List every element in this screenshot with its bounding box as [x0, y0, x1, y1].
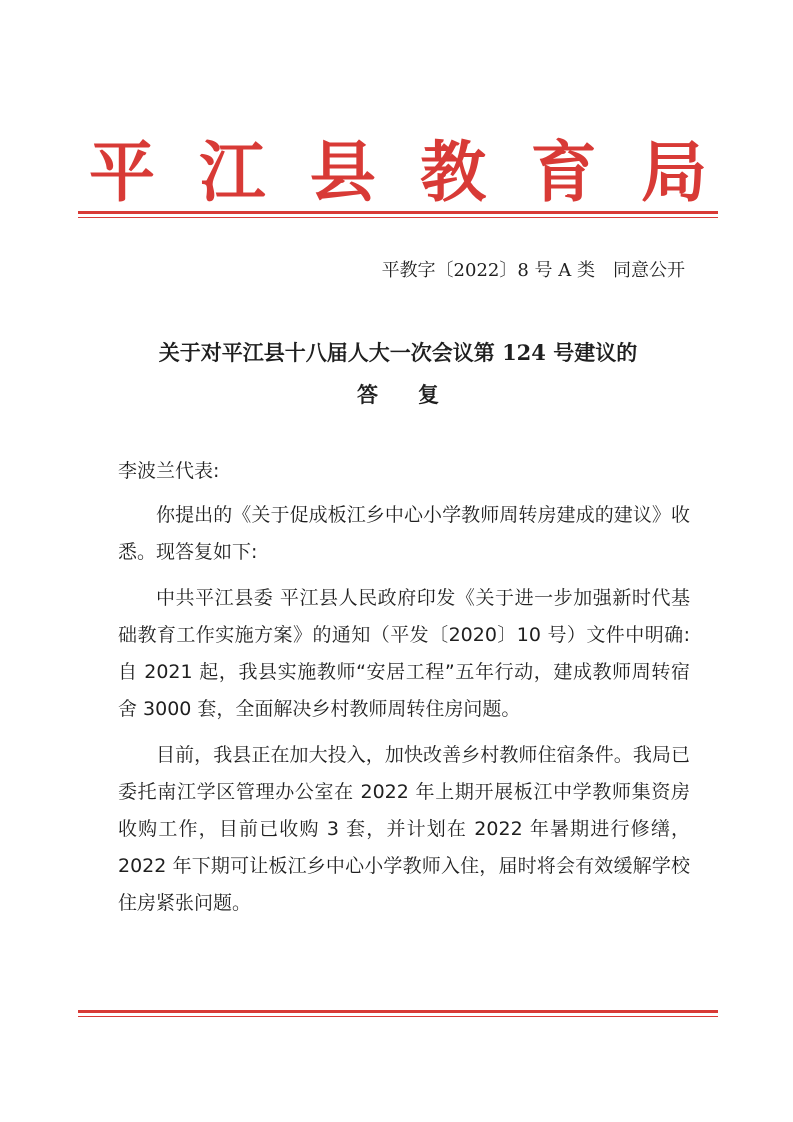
org-title-char: 育: [530, 133, 597, 211]
footer-red-rule-thin: [78, 1016, 718, 1017]
header-red-rule-thick: [78, 211, 718, 214]
body-paragraph: 你提出的《关于促成板江乡中心小学教师周转房建成的建议》收悉。现答复如下:: [118, 504, 690, 563]
org-title-char: 局: [640, 133, 707, 211]
salutation: 李波兰代表:: [118, 460, 220, 482]
document-number-line: [382, 258, 685, 284]
org-title-char: 江: [199, 133, 266, 211]
document-title-line-2: 答复: [357, 382, 479, 407]
document-number: 平教字〔2022〕8 号 A 类: [381, 260, 595, 281]
document-title-line-1: 关于对平江县十八届人大一次会议第 124 号建议的: [158, 340, 638, 365]
org-title-char: 教: [420, 133, 487, 211]
body-paragraph: 中共平江县委 平江县人民政府印发《关于进一步加强新时代基础教育工作实施方案》的通知（平发〔2020〕10 号）文件中明确: 自 2021 起，我县实施教师“安居工程”五年行动，建成教师周转宿舍 3000 套，全面解决乡村教师周转住房问题。: [118, 587, 690, 720]
footer-red-rule-thick: [78, 1010, 718, 1013]
org-title-char: 县: [309, 133, 376, 211]
org-title-char: 平: [89, 133, 155, 211]
body-paragraph: 目前，我县正在加大投入，加快改善乡村教师住宿条件。我局已委托南江学区管理办公室在 2022 年上期开展板江中学教师集资房收购工作，目前已收购 3 套，并计划在 2022 年暑期进行修缮，2022 年下期可让板江乡中心小学教师入住，届时将会有效缓解学校住房紧张问题。: [118, 744, 690, 914]
document-body: [118, 453, 690, 922]
disclosure-status: 同意公开: [613, 260, 685, 281]
header-red-rule-thin: [78, 217, 718, 218]
issuing-organization-title: [80, 132, 716, 212]
